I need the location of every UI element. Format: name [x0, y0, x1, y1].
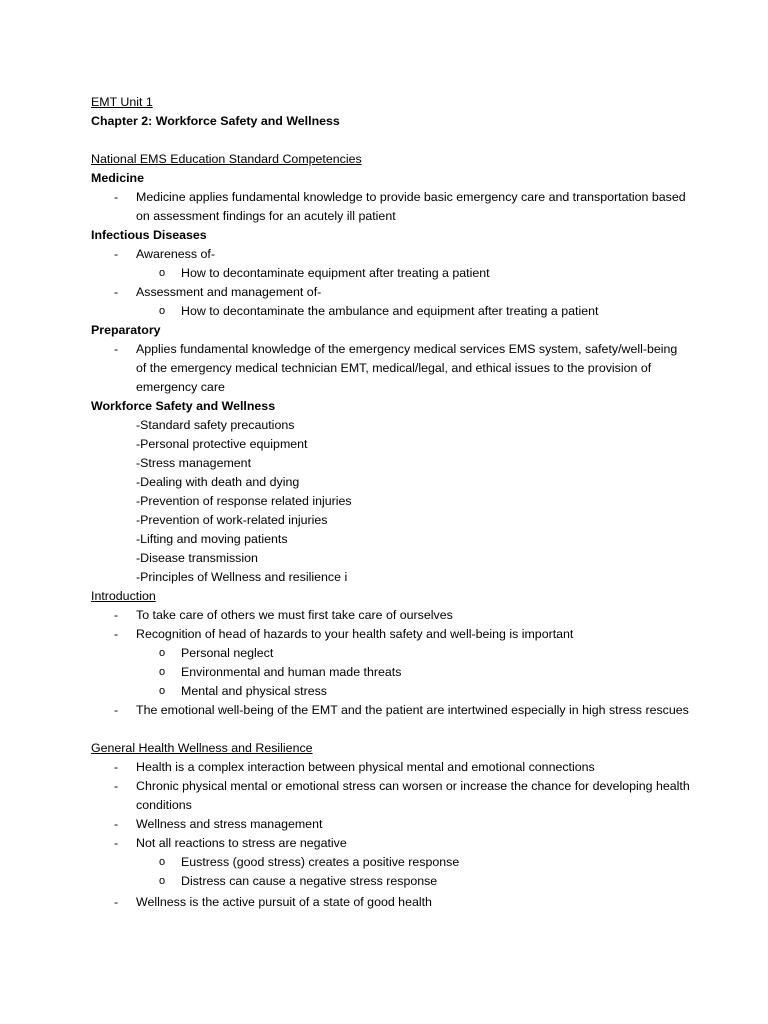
sub-list-item: [91, 644, 691, 663]
dash-marker: -: [114, 608, 119, 622]
chapter-title: Chapter 2: Workforce Safety and Wellness: [91, 114, 340, 128]
sub-list-item: [91, 302, 691, 321]
workforce-item: -Standard safety precautions: [136, 418, 295, 432]
workforce-item: -Personal protective equipment: [136, 437, 308, 451]
circle-marker: o: [159, 685, 166, 697]
list-item-text: Health is a complex interaction between physical mental and emotional connections: [136, 760, 595, 774]
circle-marker: o: [159, 647, 166, 659]
dash-marker: -: [114, 760, 119, 774]
sub-list-item: [91, 853, 691, 872]
dash-marker: -: [114, 190, 119, 204]
list-item-text: Awareness of-: [136, 247, 215, 261]
list-item: [91, 606, 691, 625]
dash-marker: -: [114, 779, 119, 793]
circle-marker: o: [159, 267, 166, 279]
dash-marker: -: [114, 627, 119, 641]
list-item-text: Assessment and management of-: [136, 285, 322, 299]
workforce-item: -Stress management: [136, 456, 252, 470]
list-item: [91, 701, 691, 739]
list-item: [91, 245, 691, 264]
list-item: [91, 758, 691, 777]
sub-list-item-text: How to decontaminate the ambulance and equipment after treating a patient: [181, 304, 599, 318]
workforce-item: -Disease transmission: [136, 551, 258, 565]
sub-list-item: [91, 663, 691, 682]
workforce-item: -Lifting and moving patients: [136, 532, 288, 546]
list-item: [91, 815, 691, 834]
circle-marker: o: [159, 875, 166, 887]
list-item-text: The emotional well-being of the EMT and the patient are intertwined especially in high stress rescues: [136, 703, 689, 717]
list-item-text: Not all reactions to stress are negative: [136, 836, 347, 850]
dash-marker: -: [114, 285, 119, 299]
list-item: [91, 893, 691, 912]
list-item: [91, 777, 691, 815]
preparatory-heading: Preparatory: [91, 323, 161, 337]
list-item-text: Chronic physical mental or emotional stress can worsen or increase the chance for developing health conditions: [136, 779, 690, 812]
workforce-heading: Workforce Safety and Wellness: [91, 399, 276, 413]
list-item: [91, 834, 691, 853]
sub-list-item-text: Mental and physical stress: [181, 684, 328, 698]
general-heading: General Health Wellness and Resilience: [91, 741, 313, 755]
list-item-text: Recognition of head of hazards to your health safety and well-being is important: [136, 627, 574, 641]
sub-list-item-text: Environmental and human made threats: [181, 665, 402, 679]
dash-marker: -: [114, 895, 119, 909]
competencies-heading: National EMS Education Standard Competencies: [91, 152, 362, 166]
workforce-item: -Prevention of work-related injuries: [136, 513, 328, 527]
infectious-heading: Infectious Diseases: [91, 228, 207, 242]
workforce-item: -Principles of Wellness and resilience i: [136, 570, 348, 584]
list-item-text: To take care of others we must first take care of ourselves: [136, 608, 453, 622]
list-item: [91, 625, 691, 644]
circle-marker: o: [159, 856, 166, 868]
introduction-heading: Introduction: [91, 589, 156, 603]
sub-list-item-text: Eustress (good stress) creates a positive response: [181, 855, 460, 869]
list-item-text: Wellness is the active pursuit of a state of good health: [136, 895, 432, 909]
list-item: [91, 283, 691, 302]
circle-marker: o: [159, 305, 166, 317]
dash-marker: -: [114, 817, 119, 831]
list-item-text: Wellness and stress management: [136, 817, 323, 831]
sub-list-item: [91, 682, 691, 701]
sub-list-item: [91, 264, 691, 283]
document-content: [91, 93, 691, 912]
sub-list-item: [91, 872, 691, 891]
list-item: [91, 340, 691, 397]
dash-marker: -: [114, 836, 119, 850]
list-item: [91, 188, 691, 226]
list-item-text: Medicine applies fundamental knowledge to provide basic emergency care and transportation based on assessment findings for an acutely ill patient: [136, 190, 686, 223]
sub-list-item-text: Distress can cause a negative stress response: [181, 874, 438, 888]
circle-marker: o: [159, 666, 166, 678]
list-item-text: Applies fundamental knowledge of the emergency medical services EMS system, safety/well-being of the emergency medical technician EMT, medical/legal, and ethical issues to the provision of emergency care: [136, 342, 678, 394]
spacer: [91, 131, 691, 150]
sub-list-item-text: Personal neglect: [181, 646, 274, 660]
dash-marker: -: [114, 342, 119, 356]
sub-list-item-text: How to decontaminate equipment after treating a patient: [181, 266, 490, 280]
medicine-heading: Medicine: [91, 171, 145, 185]
workforce-item: -Prevention of response related injuries: [136, 494, 352, 508]
unit-title: EMT Unit 1: [91, 95, 153, 109]
dash-marker: -: [114, 247, 119, 261]
dash-marker: -: [114, 703, 119, 717]
workforce-item: -Dealing with death and dying: [136, 475, 300, 489]
